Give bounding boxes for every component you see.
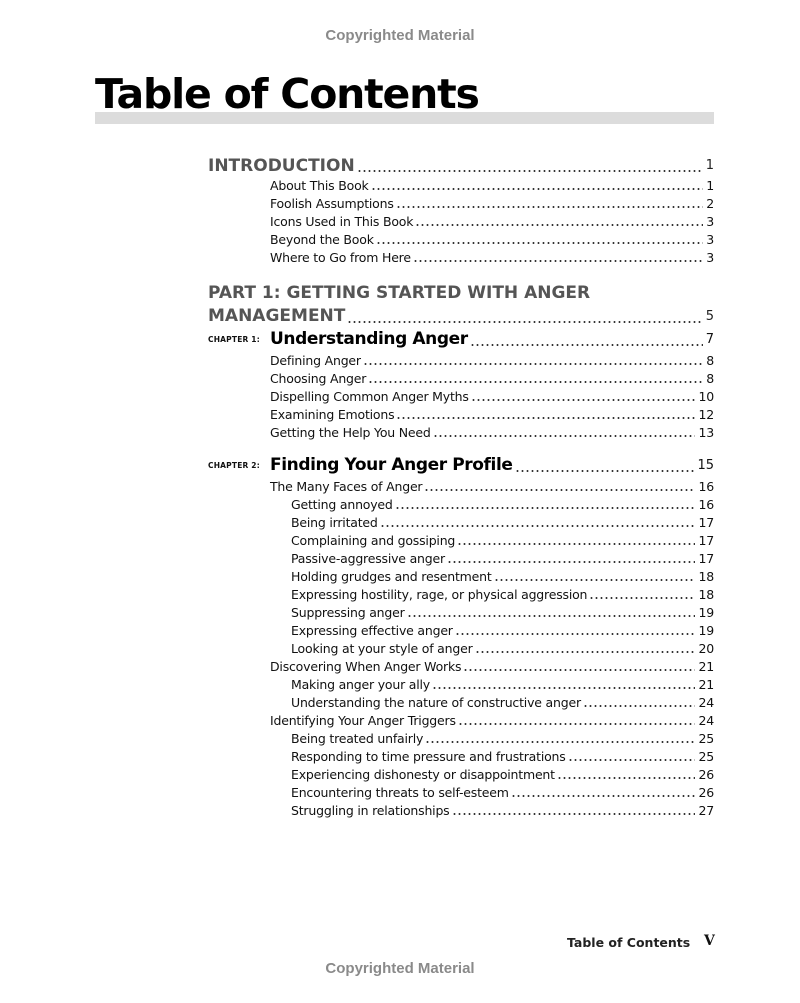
toc-subsection[interactable] bbox=[208, 604, 714, 622]
toc-entry-label: Defining Anger bbox=[270, 353, 361, 368]
chapters bbox=[208, 328, 714, 821]
toc-section[interactable] bbox=[208, 231, 714, 249]
toc-page-number: 3 bbox=[706, 250, 714, 265]
toc-introduction[interactable] bbox=[208, 155, 714, 177]
toc-page-number: 1 bbox=[706, 178, 714, 193]
toc-subsection[interactable] bbox=[208, 568, 714, 586]
toc-page-number: 16 bbox=[698, 479, 714, 494]
dot-leader bbox=[447, 558, 696, 564]
toc-entry-label: Discovering When Anger Works bbox=[270, 659, 462, 674]
toc-page-number: 27 bbox=[698, 803, 714, 818]
toc-entry-label: INTRODUCTION bbox=[208, 156, 355, 176]
toc-entry-label: Responding to time pressure and frustrations bbox=[291, 749, 566, 764]
toc-entry-label: Where to Go from Here bbox=[270, 250, 411, 265]
toc-page-number: 18 bbox=[698, 587, 714, 602]
toc-subsection[interactable] bbox=[208, 802, 714, 820]
toc-page-number: 19 bbox=[698, 623, 714, 638]
chapter-label: CHAPTER 2: bbox=[208, 460, 260, 470]
toc-page-number: 17 bbox=[698, 551, 714, 566]
page-title: Table of Contents bbox=[95, 70, 479, 118]
dot-leader bbox=[368, 378, 703, 384]
dot-leader bbox=[452, 810, 696, 816]
dot-leader bbox=[511, 792, 696, 798]
toc-page-number: 5 bbox=[705, 308, 714, 324]
toc-subsection[interactable] bbox=[208, 496, 714, 514]
toc-entry-label: Getting the Help You Need bbox=[270, 425, 431, 440]
watermark-bottom: Copyrighted Material bbox=[325, 960, 475, 977]
dot-leader bbox=[415, 221, 703, 227]
toc-chapter-2[interactable] bbox=[208, 454, 714, 477]
toc-section[interactable] bbox=[208, 406, 714, 424]
chapter-title: Finding Your Anger Profile bbox=[270, 454, 513, 475]
toc-subsection[interactable] bbox=[208, 640, 714, 658]
toc-chapter-1[interactable] bbox=[208, 328, 714, 351]
dot-leader bbox=[458, 720, 696, 726]
toc-entry-label: Dispelling Common Anger Myths bbox=[270, 389, 469, 404]
toc-page-number: 20 bbox=[698, 641, 714, 656]
toc-page-number: 12 bbox=[698, 407, 714, 422]
toc-subsection[interactable] bbox=[208, 550, 714, 568]
toc-entry-label: Icons Used in This Book bbox=[270, 214, 414, 229]
toc-section[interactable] bbox=[208, 658, 714, 676]
toc-page-number: 1 bbox=[705, 158, 714, 173]
toc-page-number: 24 bbox=[698, 713, 714, 728]
toc-entry-label: Foolish Assumptions bbox=[270, 196, 394, 211]
toc-page-number: 15 bbox=[697, 457, 714, 473]
toc-section[interactable] bbox=[208, 370, 714, 388]
dot-leader bbox=[515, 467, 695, 473]
toc-entry-label: Looking at your style of anger bbox=[291, 641, 473, 656]
toc-entry-label: Passive-aggressive anger bbox=[291, 551, 445, 566]
toc-entry-label: Choosing Anger bbox=[270, 371, 367, 386]
toc-entry-label: Getting annoyed bbox=[291, 497, 393, 512]
dot-leader bbox=[475, 648, 696, 654]
dot-leader bbox=[396, 414, 695, 420]
toc-section[interactable] bbox=[208, 478, 714, 496]
toc-page-number: 21 bbox=[698, 677, 714, 692]
toc-entry-label: Being treated unfairly bbox=[291, 731, 424, 746]
dot-leader bbox=[568, 756, 696, 762]
dot-leader bbox=[357, 167, 703, 173]
toc-page-number: 19 bbox=[698, 605, 714, 620]
toc-page-number: 7 bbox=[705, 331, 714, 347]
toc-entry-label: The Many Faces of Anger bbox=[270, 479, 423, 494]
toc-subsection[interactable] bbox=[208, 514, 714, 532]
toc-section[interactable] bbox=[208, 195, 714, 213]
toc-entry-label: Encountering threats to self-esteem bbox=[291, 785, 509, 800]
toc-section[interactable] bbox=[208, 213, 714, 231]
toc-page-number: 25 bbox=[698, 749, 714, 764]
dot-leader bbox=[494, 576, 696, 582]
dot-leader bbox=[583, 702, 696, 708]
dot-leader bbox=[396, 203, 704, 209]
toc-section[interactable] bbox=[208, 388, 714, 406]
chapter-label: CHAPTER 1: bbox=[208, 334, 260, 344]
dot-leader bbox=[470, 341, 703, 347]
toc-section[interactable] bbox=[208, 712, 714, 730]
toc-page-number: 2 bbox=[706, 196, 714, 211]
toc-page-number: 3 bbox=[706, 214, 714, 229]
toc-section[interactable] bbox=[208, 249, 714, 267]
dot-leader bbox=[376, 239, 703, 245]
dot-leader bbox=[432, 684, 695, 690]
toc-page-number: 13 bbox=[698, 425, 714, 440]
watermark-top: Copyrighted Material bbox=[325, 27, 475, 44]
toc-entry-label: Understanding the nature of constructive anger bbox=[291, 695, 581, 710]
part-title-line2: MANAGEMENT bbox=[208, 305, 346, 326]
toc-entry-label: Being irritated bbox=[291, 515, 378, 530]
dot-leader bbox=[557, 774, 696, 780]
toc-page-number: 25 bbox=[698, 731, 714, 746]
toc-subsection[interactable] bbox=[208, 622, 714, 640]
dot-leader bbox=[363, 360, 703, 366]
dot-leader bbox=[433, 432, 696, 438]
toc-entry-label: Expressing effective anger bbox=[291, 623, 453, 638]
toc-page-number: 8 bbox=[706, 353, 714, 368]
toc-page-number: 8 bbox=[706, 371, 714, 386]
toc-entry-label: About This Book bbox=[270, 178, 369, 193]
toc-entry-label: Making anger your ally bbox=[291, 677, 430, 692]
dot-leader bbox=[371, 185, 704, 191]
toc-page-number: 16 bbox=[698, 497, 714, 512]
toc-section[interactable] bbox=[208, 424, 714, 442]
toc-page-number: 10 bbox=[698, 389, 714, 404]
toc-subsection[interactable] bbox=[208, 676, 714, 694]
dot-leader bbox=[380, 522, 696, 528]
part-title-line1: PART 1: GETTING STARTED WITH ANGER bbox=[208, 282, 591, 303]
toc-page-number: 26 bbox=[698, 785, 714, 800]
toc-page-number: 18 bbox=[698, 569, 714, 584]
toc-page-number: 26 bbox=[698, 767, 714, 782]
dot-leader bbox=[413, 257, 703, 263]
toc-entry-label: Complaining and gossiping bbox=[291, 533, 456, 548]
dot-leader bbox=[407, 612, 696, 618]
table-of-contents bbox=[208, 155, 714, 820]
dot-leader bbox=[457, 540, 695, 546]
dot-leader bbox=[463, 666, 695, 672]
toc-entry-label: Examining Emotions bbox=[270, 407, 395, 422]
chapter-title: Understanding Anger bbox=[270, 328, 468, 349]
toc-page-number: 17 bbox=[698, 515, 714, 530]
intro-sections bbox=[208, 177, 714, 267]
dot-leader bbox=[395, 504, 696, 510]
toc-section[interactable] bbox=[208, 177, 714, 195]
toc-page-number: 21 bbox=[698, 659, 714, 674]
toc-entry-label: Holding grudges and resentment bbox=[291, 569, 492, 584]
toc-page-number: 24 bbox=[698, 695, 714, 710]
page-number: V bbox=[704, 933, 715, 949]
toc-page-number: 3 bbox=[706, 232, 714, 247]
toc-subsection[interactable] bbox=[208, 694, 714, 712]
toc-subsection[interactable] bbox=[208, 766, 714, 784]
toc-entry-label: Suppressing anger bbox=[291, 605, 405, 620]
running-head: Table of Contents bbox=[567, 935, 691, 950]
toc-entry-label: Beyond the Book bbox=[270, 232, 374, 247]
toc-part-1[interactable] bbox=[208, 282, 714, 328]
toc-subsection[interactable] bbox=[208, 586, 714, 604]
toc-section[interactable] bbox=[208, 352, 714, 370]
dot-leader bbox=[455, 630, 696, 636]
dot-leader bbox=[424, 486, 695, 492]
dot-leader bbox=[471, 396, 696, 402]
toc-subsection[interactable] bbox=[208, 784, 714, 802]
toc-entry-label: Expressing hostility, rage, or physical aggression bbox=[291, 587, 588, 602]
toc-page-number: 17 bbox=[698, 533, 714, 548]
toc-subsection[interactable] bbox=[208, 532, 714, 550]
toc-subsection[interactable] bbox=[208, 730, 714, 748]
dot-leader bbox=[425, 738, 695, 744]
toc-entry-label: Struggling in relationships bbox=[291, 803, 450, 818]
toc-subsection[interactable] bbox=[208, 748, 714, 766]
toc-entry-label: Experiencing dishonesty or disappointment bbox=[291, 767, 555, 782]
dot-leader bbox=[347, 318, 702, 324]
dot-leader bbox=[589, 594, 695, 600]
toc-entry-label: Identifying Your Anger Triggers bbox=[270, 713, 456, 728]
